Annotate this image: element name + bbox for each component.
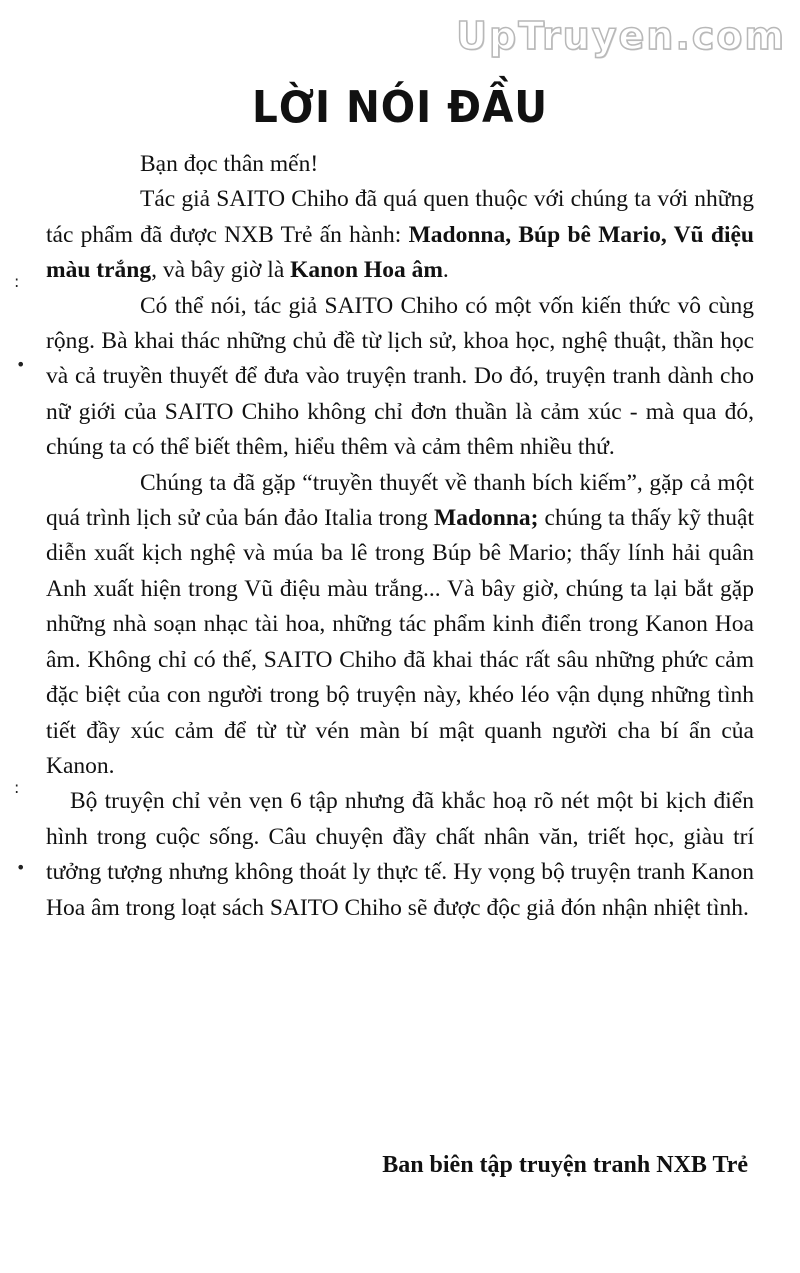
- intro-text-2: , và bây giờ là: [151, 257, 291, 284]
- intro-bold-kanon: Kanon Hoa âm: [290, 257, 443, 284]
- intro-bold-titles: Madonna, Búp bê Mario, Vũ điệu màu trắng: [46, 221, 754, 284]
- works-text-1: Chúng ta đã gặp “truyền thuyết về thanh bích kiếm”, gặp cả một quá trình lịch sử của bán đảo Italia trong: [46, 469, 754, 532]
- preface-body: [46, 147, 754, 926]
- greeting-paragraph: Bạn đọc thân mến!: [140, 151, 319, 177]
- scan-mark-1: ꞉: [14, 272, 20, 291]
- intro-text-1: Tác giả SAITO Chiho đã quá quen thuộc với chúng ta với những tác phẩm đã được NXB Trẻ ấn hành:: [46, 186, 754, 248]
- scan-mark-2: •: [16, 355, 26, 374]
- signature: Ban biên tập truyện tranh NXB Trẻ: [382, 1152, 748, 1178]
- works-text-2: chúng ta thấy kỹ thuật diễn xuất kịch nghệ và múa ba lê trong Búp bê Mario; thấy lính hải quân Anh xuất hiện trong Vũ điệu màu trắng... Và bây giờ, chúng ta lại bắt gặp những nhà soạn nhạc tài hoa, những tác phẩm kinh điển trong Kanon Hoa âm. Không chỉ có thế, SAITO Chiho đã khai thác rất sâu những phức cảm đặc biệt của con người trong bộ truyện này, khéo léo vận dụng những tình tiết đầy xúc cảm để từ từ vén màn bí mật quanh người cha bí ẩn của Kanon.: [46, 505, 754, 779]
- intro-text-3: .: [442, 257, 449, 284]
- site-watermark: UpTruyen.com: [456, 14, 786, 58]
- works-bold-madonna: Madonna;: [434, 505, 539, 532]
- scan-mark-4: •: [16, 858, 26, 877]
- page-title: LỜI NÓI ĐẦU: [251, 82, 548, 133]
- works-paragraph: [46, 466, 754, 785]
- knowledge-paragraph: Có thể nói, tác giả SAITO Chiho có một vốn kiến thức vô cùng rộng. Bà khai thác những chủ đề từ lịch sử, khoa học, nghệ thuật, thần học và cả truyền thuyết để đưa vào truyện tranh. Do đó, truyện tranh dành cho nữ giới của SAITO Chiho không chỉ đơn thuần là cảm xúc - mà qua đó, chúng ta có thể biết thêm, hiểu thêm và cảm thêm nhiều thứ.: [46, 292, 754, 461]
- closing-paragraph: Bộ truyện chỉ vẻn vẹn 6 tập nhưng đã khắc hoạ rõ nét một bi kịch điển hình trong cuộc sống. Câu chuyện đầy chất nhân văn, triết học, giàu trí tưởng tượng nhưng không thoát ly thực tế. Hy vọng bộ truyện tranh Kanon Hoa âm trong loạt sách SAITO Chiho sẽ được độc giả đón nhận nhiệt tình.: [46, 788, 754, 921]
- intro-paragraph: [46, 182, 754, 288]
- scan-mark-3: ꞉: [14, 778, 20, 797]
